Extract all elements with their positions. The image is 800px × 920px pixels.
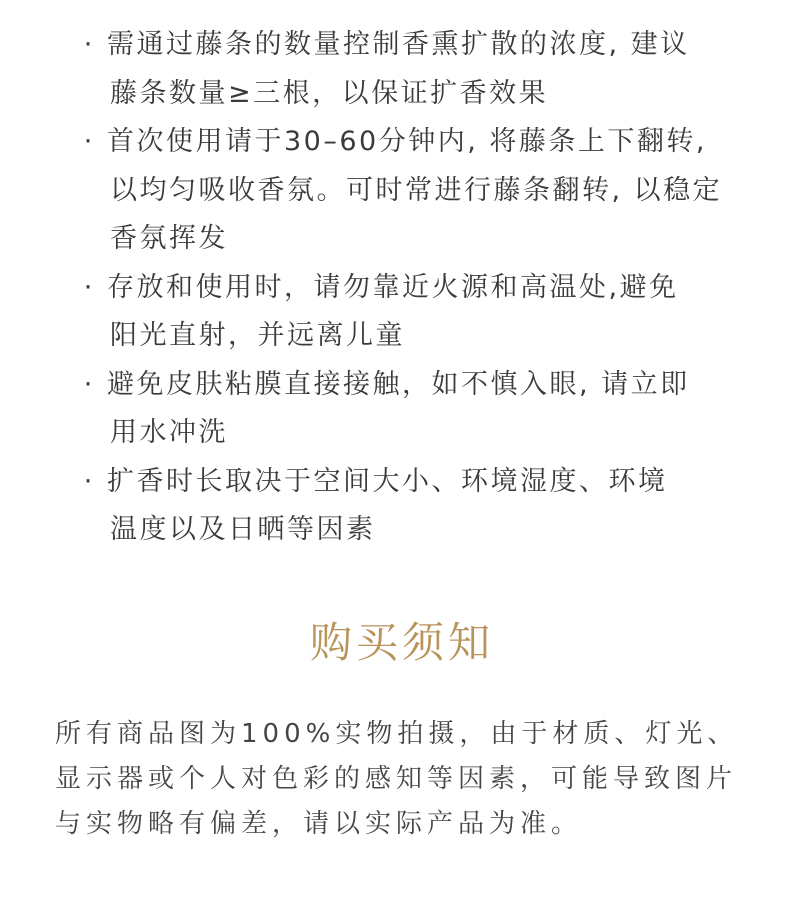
note-line: 首次使用请于30–60分钟内, 将藤条上下翻转, — [107, 126, 707, 157]
note-line: 以均匀吸收香氛。可时常进行藤条翻转, 以稳定 — [110, 174, 723, 206]
purchase-notice-paragraph — [55, 712, 785, 847]
note-line: 需通过藤条的数量控制香熏扩散的浓度, 建议 — [107, 29, 690, 60]
note-line: 避免皮肤粘膜直接接触，如不慎入眼, 请立即 — [107, 368, 690, 400]
notice-line: 显示器或个人对色彩的感知等因素，可能导致图片 — [55, 764, 738, 794]
usage-note-item — [0, 458, 800, 555]
bullet-dot: · — [83, 29, 93, 60]
purchase-notice-title: 购买须知 — [309, 618, 494, 667]
bullet-dot: · — [83, 368, 93, 400]
bullet-dot: · — [83, 126, 93, 157]
note-line: 藤条数量≥三根，以保证扩香效果 — [110, 77, 549, 109]
notice-line: 所有商品图为100%实物拍摄，由于材质、灯光、 — [55, 719, 739, 749]
note-line: 存放和使用时，请勿靠近火源和高温处,避免 — [107, 271, 679, 303]
note-line: 香氛挥发 — [110, 223, 228, 254]
bullet-dot: · — [83, 271, 93, 303]
note-line: 用水冲洗 — [110, 417, 228, 448]
notice-line: 与实物略有偏差，请以实际产品为准。 — [55, 809, 583, 839]
usage-note-item — [0, 21, 800, 118]
note-line: 温度以及日晒等因素 — [110, 514, 376, 545]
usage-notes-list — [0, 21, 800, 555]
usage-note-item — [0, 361, 800, 458]
note-line: 阳光直射，并远离儿童 — [110, 320, 405, 351]
usage-note-item — [0, 118, 800, 264]
bullet-dot: · — [83, 465, 93, 497]
usage-note-item — [0, 264, 800, 361]
note-line: 扩香时长取决于空间大小、环境湿度、环境 — [107, 465, 668, 497]
